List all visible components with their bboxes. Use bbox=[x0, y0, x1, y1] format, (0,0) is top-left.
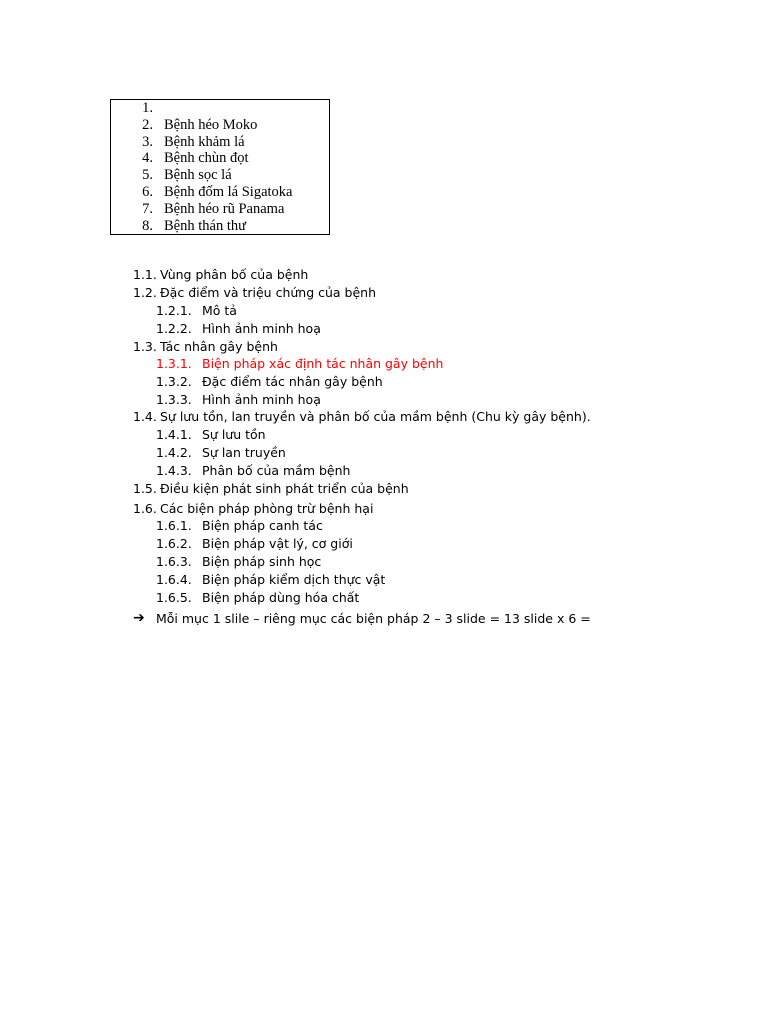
outline-text: Vùng phân bố của bệnh bbox=[160, 267, 309, 282]
outline-number: 1.6.2. bbox=[156, 536, 192, 551]
outline-text: Sự lưu tồn bbox=[202, 427, 266, 442]
outline-text: Biện pháp vật lý, cơ giới bbox=[202, 536, 353, 551]
outline-text: Phân bố của mầm bệnh bbox=[202, 463, 351, 478]
box-list-number: 1. bbox=[142, 100, 153, 116]
disease-list-box bbox=[110, 99, 330, 235]
outline-number: 1.3.3. bbox=[156, 392, 192, 407]
outline-number: 1.3.2. bbox=[156, 374, 192, 389]
outline-text: Sự lưu tồn, lan truyền và phân bố của mầm bệnh (Chu kỳ gây bệnh). bbox=[160, 409, 591, 424]
box-list-number: 5. bbox=[142, 167, 153, 184]
outline-text: Các biện pháp phòng trừ bệnh hại bbox=[160, 501, 374, 516]
outline-number: 1.2.1. bbox=[156, 303, 192, 318]
outline-number: 1.6.3. bbox=[156, 554, 192, 569]
outline-number: 1.3.1. bbox=[156, 356, 192, 371]
outline-number: 1.4.3. bbox=[156, 463, 192, 478]
box-list-number: 4. bbox=[142, 150, 153, 167]
box-list-number: 6. bbox=[142, 184, 153, 200]
outline-number: 1.6.1. bbox=[156, 518, 192, 533]
outline-text: Sự lan truyền bbox=[202, 445, 286, 460]
outline-text: Biện pháp kiểm dịch thực vật bbox=[202, 572, 386, 587]
box-list-number: 3. bbox=[142, 133, 153, 150]
box-list-number: 7. bbox=[142, 200, 153, 217]
outline-text: Hình ảnh minh hoạ bbox=[202, 392, 321, 407]
outline-text: Tác nhân gây bệnh bbox=[160, 339, 278, 354]
outline-text: Đặc điểm tác nhân gây bệnh bbox=[202, 374, 383, 389]
box-list-number: 2. bbox=[142, 116, 153, 133]
outline-number: 1.6. bbox=[133, 501, 157, 516]
outline-text: Biện pháp canh tác bbox=[202, 518, 323, 533]
outline-number: 1.2. bbox=[133, 285, 157, 300]
slide-count-note: Mỗi mục 1 slile – riêng mục các biện pháp 2 – 3 slide = 13 slide x 6 = bbox=[156, 611, 591, 626]
outline-number: 1.3. bbox=[133, 339, 157, 354]
box-list-text: Bệnh sọc lá bbox=[164, 167, 232, 184]
box-list-number: 8. bbox=[142, 217, 153, 234]
outline-number: 1.1. bbox=[133, 267, 157, 282]
outline-text: Hình ảnh minh hoạ bbox=[202, 321, 321, 336]
outline-number: 1.6.4. bbox=[156, 572, 192, 587]
outline-number: 1.4.1. bbox=[156, 427, 192, 442]
outline-text: Biện pháp dùng hóa chất bbox=[202, 590, 360, 605]
right-arrow-icon: ➔ bbox=[133, 610, 145, 626]
outline-number: 1.4. bbox=[133, 409, 157, 424]
box-list-text: Bệnh thán thư bbox=[164, 217, 246, 234]
outline-number: 1.4.2. bbox=[156, 445, 192, 460]
box-list-text: Bệnh héo Moko bbox=[164, 116, 258, 133]
box-list-text: Bệnh khảm lá bbox=[164, 133, 245, 150]
outline-number: 1.6.5. bbox=[156, 590, 192, 605]
box-list-text: Bệnh héo rũ Panama bbox=[164, 200, 285, 217]
outline-text: Đặc điểm và triệu chứng của bệnh bbox=[160, 285, 377, 300]
box-list-text: Bệnh đốm lá Sigatoka bbox=[164, 184, 293, 200]
outline-text: Mô tả bbox=[202, 303, 237, 318]
outline-text: Biện pháp xác định tác nhân gây bệnh bbox=[202, 356, 444, 371]
outline-text: Điều kiện phát sinh phát triển của bệnh bbox=[160, 481, 409, 496]
outline-number: 1.2.2. bbox=[156, 321, 192, 336]
box-list-text: Bệnh chùn đọt bbox=[164, 150, 249, 167]
outline-number: 1.5. bbox=[133, 481, 157, 496]
outline-text: Biện pháp sinh học bbox=[202, 554, 322, 569]
